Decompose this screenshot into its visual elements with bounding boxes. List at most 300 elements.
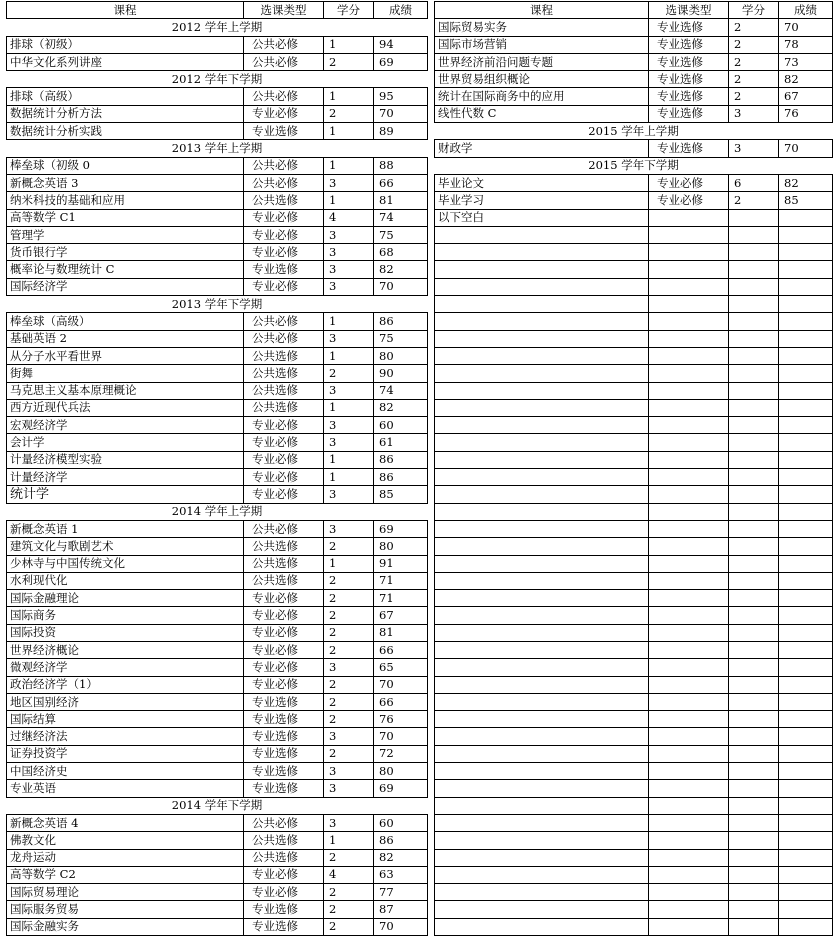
empty-row [435, 901, 833, 918]
empty-cell [435, 347, 649, 364]
course-credit: 2 [324, 105, 374, 122]
course-credit: 3 [324, 486, 374, 503]
course-score: 82 [374, 399, 428, 416]
course-row [435, 19, 833, 36]
course-name: 线性代数 C [435, 105, 649, 122]
empty-row [435, 763, 833, 780]
course-row [7, 226, 428, 243]
course-type: 公共选修 [244, 365, 324, 382]
empty-cell [779, 849, 833, 866]
empty-cell [435, 884, 649, 901]
empty-cell [729, 901, 779, 918]
empty-row [435, 469, 833, 486]
empty-cell [779, 590, 833, 607]
course-type: 公共必修 [244, 814, 324, 831]
course-score: 87 [374, 901, 428, 918]
header-course: 课程 [7, 2, 244, 19]
course-credit: 1 [324, 555, 374, 572]
empty-row [435, 226, 833, 243]
course-score: 70 [779, 140, 833, 157]
empty-cell [435, 296, 649, 313]
empty-row [435, 399, 833, 416]
course-name: 新概念英语 3 [7, 174, 244, 191]
course-name: 棒垒球（初级 0 [7, 157, 244, 174]
empty-row [435, 659, 833, 676]
empty-cell [435, 849, 649, 866]
course-credit: 2 [324, 676, 374, 693]
empty-cell [435, 745, 649, 762]
empty-cell [779, 469, 833, 486]
empty-cell [649, 382, 729, 399]
course-credit: 2 [729, 88, 779, 105]
course-name: 数据统计分析方法 [7, 105, 244, 122]
course-credit: 3 [324, 728, 374, 745]
course-row [7, 555, 428, 572]
course-row [7, 832, 428, 849]
course-type: 专业必修 [244, 676, 324, 693]
course-name: 新概念英语 4 [7, 814, 244, 831]
empty-cell [649, 866, 729, 883]
empty-cell [435, 866, 649, 883]
empty-cell [779, 451, 833, 468]
empty-row [435, 503, 833, 520]
empty-cell [779, 763, 833, 780]
empty-cell [779, 745, 833, 762]
course-row [7, 244, 428, 261]
course-name: 排球（高级） [7, 88, 244, 105]
empty-cell [729, 866, 779, 883]
course-type: 专业选修 [244, 745, 324, 762]
course-name: 排球（初级） [7, 36, 244, 53]
course-row [435, 71, 833, 88]
empty-cell [729, 641, 779, 658]
course-credit: 1 [324, 347, 374, 364]
course-credit: 3 [729, 140, 779, 157]
course-row [7, 88, 428, 105]
course-credit: 3 [324, 174, 374, 191]
empty-cell [779, 555, 833, 572]
empty-cell [779, 901, 833, 918]
course-row [7, 607, 428, 624]
course-type: 公共选修 [244, 538, 324, 555]
course-score: 86 [374, 313, 428, 330]
empty-cell [729, 330, 779, 347]
empty-cell [649, 296, 729, 313]
course-row [7, 105, 428, 122]
empty-cell [435, 728, 649, 745]
course-row [7, 157, 428, 174]
course-name: 街舞 [7, 365, 244, 382]
header-course: 课程 [435, 2, 649, 19]
term-heading: 2014 学年上学期 [7, 503, 428, 520]
course-row [7, 572, 428, 589]
empty-cell [729, 313, 779, 330]
empty-cell [649, 641, 729, 658]
empty-cell [779, 347, 833, 364]
empty-cell [649, 849, 729, 866]
course-row [7, 313, 428, 330]
empty-cell [779, 607, 833, 624]
empty-cell [779, 641, 833, 658]
course-name: 佛教文化 [7, 832, 244, 849]
course-credit: 2 [324, 693, 374, 710]
course-name: 少林寺与中国传统文化 [7, 555, 244, 572]
course-name: 建筑文化与歌剧艺术 [7, 538, 244, 555]
header-credit: 学分 [729, 2, 779, 19]
course-row [7, 209, 428, 226]
course-name: 国际金融理论 [7, 590, 244, 607]
course-score: 67 [374, 607, 428, 624]
course-credit: 2 [729, 19, 779, 36]
empty-cell [435, 693, 649, 710]
empty-cell [435, 641, 649, 658]
term-heading: 2015 学年上学期 [435, 123, 833, 140]
course-credit: 2 [729, 36, 779, 53]
course-name: 新概念英语 1 [7, 520, 244, 537]
course-type: 专业必修 [244, 434, 324, 451]
empty-cell [779, 832, 833, 849]
course-credit: 3 [324, 417, 374, 434]
course-credit: 2 [729, 192, 779, 209]
empty-cell [729, 711, 779, 728]
course-credit: 2 [324, 538, 374, 555]
empty-cell [729, 382, 779, 399]
course-score: 71 [374, 572, 428, 589]
term-row [7, 140, 428, 157]
empty-cell [729, 832, 779, 849]
empty-cell [435, 538, 649, 555]
empty-cell [649, 520, 729, 537]
course-score: 80 [374, 347, 428, 364]
empty-cell [729, 590, 779, 607]
course-name: 政治经济学（1） [7, 676, 244, 693]
course-credit: 4 [324, 866, 374, 883]
course-type: 公共必修 [244, 88, 324, 105]
course-row [7, 36, 428, 53]
course-type: 专业必修 [244, 226, 324, 243]
empty-cell [779, 538, 833, 555]
empty-cell [649, 347, 729, 364]
course-row [7, 192, 428, 209]
empty-cell [779, 399, 833, 416]
empty-cell [649, 278, 729, 295]
course-row [7, 624, 428, 641]
header-row [435, 2, 833, 19]
course-row [7, 641, 428, 658]
empty-cell [779, 780, 833, 797]
empty-cell [779, 884, 833, 901]
term-row [7, 797, 428, 814]
empty-row [435, 728, 833, 745]
course-name: 国际市场营销 [435, 36, 649, 53]
empty-cell [649, 572, 729, 589]
course-score: 74 [374, 382, 428, 399]
empty-cell [649, 745, 729, 762]
term-row [435, 157, 833, 174]
empty-cell [729, 624, 779, 641]
term-row [7, 71, 428, 88]
course-type: 专业选修 [649, 105, 729, 122]
empty-cell [649, 693, 729, 710]
empty-cell [729, 849, 779, 866]
header-credit: 学分 [324, 2, 374, 19]
empty-cell [435, 797, 649, 814]
empty-row [435, 866, 833, 883]
course-score: 77 [374, 884, 428, 901]
course-score: 76 [374, 711, 428, 728]
course-row [7, 538, 428, 555]
term-row [435, 123, 833, 140]
header-row [7, 2, 428, 19]
empty-cell [649, 226, 729, 243]
course-type: 专业必修 [244, 417, 324, 434]
empty-row [435, 641, 833, 658]
course-credit: 6 [729, 174, 779, 191]
empty-cell [649, 607, 729, 624]
course-type: 专业选修 [649, 88, 729, 105]
course-credit: 2 [324, 572, 374, 589]
course-row [7, 884, 428, 901]
course-row [7, 676, 428, 693]
empty-cell [435, 417, 649, 434]
course-score: 82 [779, 71, 833, 88]
course-score: 80 [374, 763, 428, 780]
course-row [7, 434, 428, 451]
course-credit: 2 [324, 849, 374, 866]
empty-cell [729, 676, 779, 693]
term-row [7, 296, 428, 313]
course-type: 公共必修 [244, 174, 324, 191]
course-credit: 2 [324, 918, 374, 935]
empty-row [435, 849, 833, 866]
course-score: 71 [374, 590, 428, 607]
empty-cell [729, 659, 779, 676]
course-score: 94 [374, 36, 428, 53]
course-credit: 3 [324, 330, 374, 347]
course-score [779, 209, 833, 226]
course-name: 地区国别经济 [7, 693, 244, 710]
course-type: 公共选修 [244, 832, 324, 849]
empty-cell [729, 884, 779, 901]
empty-cell [729, 607, 779, 624]
empty-cell [779, 244, 833, 261]
course-score: 86 [374, 469, 428, 486]
empty-cell [729, 503, 779, 520]
empty-cell [729, 728, 779, 745]
term-heading: 2015 学年下学期 [435, 157, 833, 174]
course-name: 从分子水平看世界 [7, 347, 244, 364]
empty-cell [435, 590, 649, 607]
course-credit: 3 [324, 226, 374, 243]
empty-cell [435, 451, 649, 468]
empty-cell [779, 278, 833, 295]
empty-cell [649, 884, 729, 901]
course-row [7, 53, 428, 70]
empty-cell [649, 313, 729, 330]
empty-row [435, 918, 833, 935]
course-name: 世界经济概论 [7, 641, 244, 658]
course-type: 专业必修 [649, 174, 729, 191]
empty-cell [649, 763, 729, 780]
empty-cell [649, 780, 729, 797]
course-credit: 1 [324, 313, 374, 330]
course-name: 世界贸易组织概论 [435, 71, 649, 88]
course-row [7, 347, 428, 364]
course-row [7, 278, 428, 295]
empty-cell [729, 572, 779, 589]
course-row [7, 365, 428, 382]
course-credit: 3 [324, 382, 374, 399]
course-name: 毕业学习 [435, 192, 649, 209]
course-row [7, 745, 428, 762]
course-credit: 2 [324, 590, 374, 607]
course-credit: 1 [324, 451, 374, 468]
empty-cell [779, 417, 833, 434]
course-credit: 1 [324, 88, 374, 105]
course-credit: 2 [324, 365, 374, 382]
course-type: 公共必修 [244, 157, 324, 174]
course-score: 76 [779, 105, 833, 122]
empty-row [435, 590, 833, 607]
empty-cell [779, 572, 833, 589]
course-type: 专业必修 [244, 624, 324, 641]
course-score: 66 [374, 641, 428, 658]
empty-cell [779, 797, 833, 814]
empty-cell [435, 382, 649, 399]
course-row [7, 520, 428, 537]
empty-cell [649, 797, 729, 814]
empty-cell [435, 555, 649, 572]
empty-cell [435, 711, 649, 728]
course-row [7, 728, 428, 745]
empty-cell [649, 503, 729, 520]
course-credit: 2 [324, 884, 374, 901]
empty-cell [779, 693, 833, 710]
course-credit: 2 [324, 641, 374, 658]
course-type: 专业选修 [649, 19, 729, 36]
empty-cell [729, 555, 779, 572]
course-type: 专业选修 [244, 763, 324, 780]
course-name: 国际贸易实务 [435, 19, 649, 36]
empty-cell [729, 693, 779, 710]
course-score: 73 [779, 53, 833, 70]
empty-cell [435, 624, 649, 641]
course-row [7, 261, 428, 278]
empty-cell [779, 330, 833, 347]
empty-row [435, 711, 833, 728]
course-credit: 3 [324, 244, 374, 261]
course-name: 高等数学 C2 [7, 866, 244, 883]
course-score: 89 [374, 123, 428, 140]
empty-cell [729, 226, 779, 243]
course-credit: 3 [324, 520, 374, 537]
course-credit: 2 [324, 711, 374, 728]
course-type: 公共选修 [244, 192, 324, 209]
course-type: 专业必修 [244, 607, 324, 624]
course-row [7, 382, 428, 399]
term-heading: 2014 学年下学期 [7, 797, 428, 814]
course-row [7, 659, 428, 676]
course-name: 国际贸易理论 [7, 884, 244, 901]
empty-cell [779, 624, 833, 641]
empty-cell [729, 296, 779, 313]
empty-cell [779, 918, 833, 935]
course-row [7, 399, 428, 416]
empty-cell [729, 814, 779, 831]
course-type: 专业选修 [244, 918, 324, 935]
empty-cell [435, 901, 649, 918]
empty-cell [779, 382, 833, 399]
course-score: 70 [374, 728, 428, 745]
empty-cell [435, 676, 649, 693]
empty-row [435, 313, 833, 330]
course-type: 专业选修 [244, 261, 324, 278]
empty-cell [649, 434, 729, 451]
empty-row [435, 486, 833, 503]
empty-cell [729, 918, 779, 935]
empty-row [435, 745, 833, 762]
course-score: 69 [374, 520, 428, 537]
course-name: 西方近现代兵法 [7, 399, 244, 416]
course-score: 70 [374, 918, 428, 935]
course-name: 财政学 [435, 140, 649, 157]
empty-row [435, 347, 833, 364]
empty-cell [649, 486, 729, 503]
empty-cell [779, 866, 833, 883]
header-type: 选课类型 [649, 2, 729, 19]
course-type: 专业必修 [649, 192, 729, 209]
course-score: 70 [779, 19, 833, 36]
course-row [7, 486, 428, 503]
empty-cell [729, 365, 779, 382]
course-credit: 1 [324, 192, 374, 209]
course-score: 69 [374, 53, 428, 70]
course-credit: 3 [324, 814, 374, 831]
course-name: 以下空白 [435, 209, 649, 226]
header-score: 成绩 [374, 2, 428, 19]
course-credit: 3 [324, 261, 374, 278]
empty-cell [435, 520, 649, 537]
course-credit: 3 [324, 763, 374, 780]
course-score: 85 [374, 486, 428, 503]
course-name: 证券投资学 [7, 745, 244, 762]
header-type: 选课类型 [244, 2, 324, 19]
course-name: 国际服务贸易 [7, 901, 244, 918]
empty-cell [435, 572, 649, 589]
course-score: 69 [374, 780, 428, 797]
course-row [7, 417, 428, 434]
empty-cell [779, 296, 833, 313]
course-name: 基础英语 2 [7, 330, 244, 347]
course-credit: 2 [729, 53, 779, 70]
course-name: 微观经济学 [7, 659, 244, 676]
empty-row [435, 365, 833, 382]
course-type: 专业必修 [244, 278, 324, 295]
course-score: 65 [374, 659, 428, 676]
course-credit: 1 [324, 469, 374, 486]
empty-cell [435, 434, 649, 451]
course-type: 公共必修 [244, 36, 324, 53]
course-type: 专业选修 [649, 140, 729, 157]
empty-cell [649, 711, 729, 728]
course-name: 中国经济史 [7, 763, 244, 780]
empty-row [435, 814, 833, 831]
course-name: 专业英语 [7, 780, 244, 797]
term-heading: 2013 学年上学期 [7, 140, 428, 157]
course-name: 计量经济模型实验 [7, 451, 244, 468]
course-credit: 1 [324, 832, 374, 849]
empty-cell [779, 659, 833, 676]
